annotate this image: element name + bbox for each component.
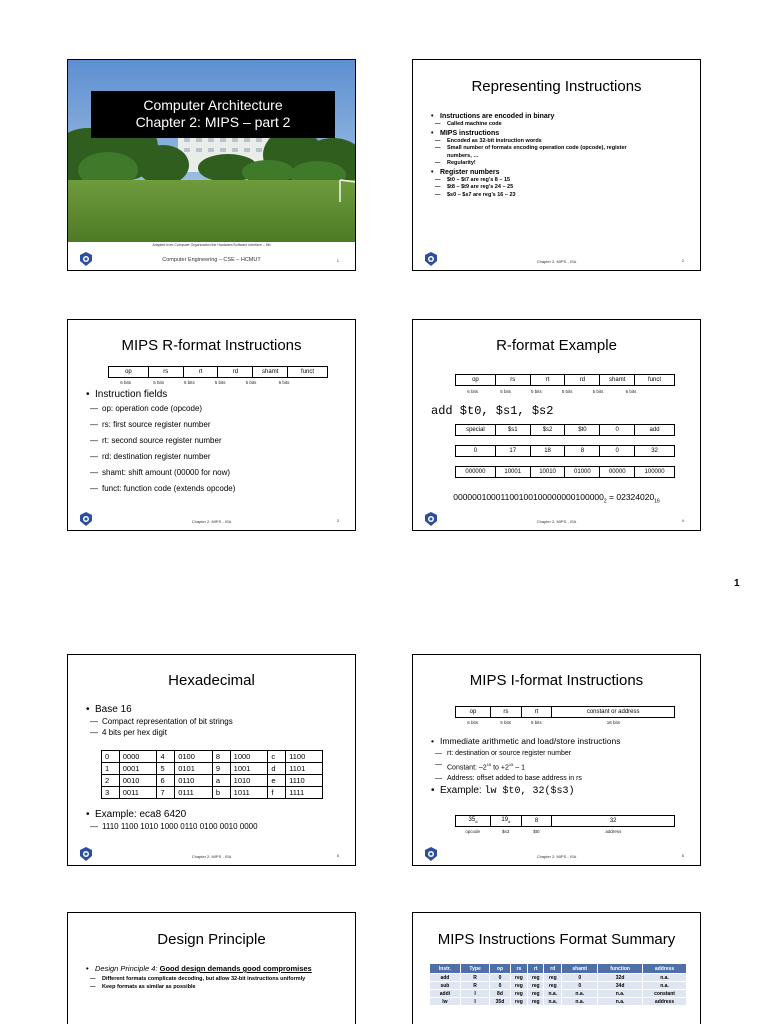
principle-text: Good design demands good compromises <box>159 964 312 973</box>
cell: reg <box>510 982 528 990</box>
col-header: Instr. <box>430 964 461 974</box>
table-header <box>430 964 687 974</box>
sub-item: — rs: first source register number <box>86 417 345 433</box>
bullet-list <box>86 388 345 497</box>
cell: 35d <box>490 998 510 1006</box>
constant-text: to +2 <box>491 764 509 772</box>
cell: 0000 <box>119 751 157 763</box>
field-rs: rs <box>491 707 522 718</box>
cell: reg <box>544 982 562 990</box>
r-format-table <box>455 374 675 386</box>
sub-item: — rt: second source register number <box>86 433 345 449</box>
campus-photo <box>68 60 356 242</box>
table-row <box>430 974 687 982</box>
binary-value: 00000010001100100100000000100000 <box>453 492 604 502</box>
cell: reg <box>544 974 562 982</box>
slide-footer <box>68 508 355 530</box>
footer-text: Chapter 2: MIPS - ISA <box>536 854 577 859</box>
field-op: op <box>109 367 149 378</box>
table-row <box>430 990 687 998</box>
i-format-example <box>455 815 675 827</box>
bullet-item: • Base 16 <box>86 703 345 716</box>
cell: $t0 <box>565 425 600 436</box>
cell: add <box>430 974 461 982</box>
cell: n.a. <box>544 990 562 998</box>
cell <box>491 816 522 827</box>
cell: 00000 <box>600 467 635 478</box>
cell: 0 <box>562 974 598 982</box>
table-row <box>430 998 687 1006</box>
sub-item: — funct: function code (extends opcode) <box>86 481 345 497</box>
binary-result <box>413 492 700 505</box>
cell: 6 <box>157 775 175 787</box>
example-symbol-row <box>455 424 675 436</box>
table-row <box>102 775 323 787</box>
slide-6 <box>412 654 701 866</box>
example-labels <box>455 829 675 834</box>
cell: 1100 <box>286 751 323 763</box>
slide-title: R-format Example <box>496 337 617 354</box>
cell: 0010 <box>119 775 157 787</box>
field-op: op <box>456 707 491 718</box>
cell: 10001 <box>495 467 530 478</box>
bullet-item: • Instruction fields <box>86 388 345 401</box>
field-rt: rt <box>530 375 565 386</box>
field-funct: funct <box>288 367 328 378</box>
cell: 1011 <box>230 787 268 799</box>
cell: n.a. <box>643 982 687 990</box>
field-rt: rt <box>183 367 218 378</box>
cell: address <box>643 998 687 1006</box>
sub-item: — op: operation code (opcode) <box>86 401 345 417</box>
cell-value: 35 <box>468 817 476 824</box>
slide-8 <box>412 912 701 1024</box>
cell: 000000 <box>456 467 496 478</box>
cell: 1 <box>102 763 120 775</box>
cell: 32d <box>598 974 643 982</box>
bullet-item: • Example: eca8 6420 <box>86 808 345 821</box>
bit-label: 5 bits <box>153 380 164 385</box>
bit-label: 5 bits <box>500 389 511 394</box>
sub-item: — $t8 – $t9 are reg’s 24 – 25 <box>431 184 690 192</box>
field-constant: constant or address <box>552 707 675 718</box>
field-rs: rs <box>495 375 530 386</box>
cell: 0 <box>456 446 496 457</box>
field-funct: funct <box>635 375 675 386</box>
cell: c <box>268 751 286 763</box>
bullet-item: • Immediate arithmetic and load/store instructions <box>431 735 690 748</box>
slide-footer <box>68 843 355 865</box>
constant-text: Constant: –2 <box>447 764 487 772</box>
slide-number: 4 <box>681 518 684 523</box>
slide-number: 5 <box>336 853 339 858</box>
col-header: rt <box>528 964 544 974</box>
bit-label: 16 bits <box>606 720 620 725</box>
cell: 100000 <box>635 467 675 478</box>
col-header: function <box>598 964 643 974</box>
slide-3 <box>67 319 356 531</box>
cell: 8 <box>212 751 230 763</box>
example-code: lw $t0, 32($s3) <box>484 786 575 798</box>
cell: 0 <box>490 974 510 982</box>
ex-label: opcode <box>465 829 480 834</box>
bit-label: 5 bits <box>561 389 573 394</box>
cell: R <box>460 974 490 982</box>
cell: 1101 <box>286 763 323 775</box>
example-prefix: Example: <box>440 785 485 797</box>
cell: 0001 <box>119 763 157 775</box>
bit-widths <box>455 389 675 394</box>
col-header: shamt <box>562 964 598 974</box>
bullet-list <box>86 963 345 991</box>
cell: f <box>268 787 286 799</box>
slide-footer <box>413 248 700 270</box>
cell: n.a. <box>562 990 598 998</box>
cell: 0 <box>562 982 598 990</box>
slide-footer <box>413 508 700 530</box>
principle-label: Design Principle 4: <box>95 964 160 973</box>
slide-4 <box>412 319 701 531</box>
cell: 0011 <box>119 787 157 799</box>
bit-label: 5 bits <box>500 720 511 725</box>
footer-text: Chapter 2: MIPS - ISA <box>191 519 232 524</box>
col-header: Type <box>460 964 490 974</box>
cell: $s2 <box>530 425 565 436</box>
example-decimal-row <box>455 445 675 457</box>
decimal-sub: d <box>475 819 478 825</box>
cell: 1001 <box>230 763 268 775</box>
i-format-table <box>455 706 675 718</box>
slide-number: 1 <box>336 258 339 263</box>
cell <box>456 816 491 827</box>
bullet-list <box>431 112 690 199</box>
example-binary-row <box>455 466 675 478</box>
slide-2 <box>412 59 701 271</box>
cell: 1110 <box>286 775 323 787</box>
cell: 18 <box>530 446 565 457</box>
cell: n.a. <box>562 998 598 1006</box>
slide-number: 3 <box>336 518 339 523</box>
footer-text: Chapter 2: MIPS - ISA <box>536 519 577 524</box>
slide-title-line2: Chapter 2: MIPS – part 2 <box>135 114 291 130</box>
bit-widths <box>108 380 328 385</box>
cell: 8 <box>565 446 600 457</box>
page-number: 1 <box>734 578 740 589</box>
title-box <box>91 91 335 138</box>
sub-item: — Small number of formats encoding operation code (opcode), register numbers, … <box>431 145 690 160</box>
cell: reg <box>528 974 544 982</box>
cell: 34d <box>598 982 643 990</box>
col-header: rs <box>510 964 528 974</box>
hex-base: 16 <box>654 498 660 505</box>
sub-item: — shamt: shift amount (00000 for now) <box>86 465 345 481</box>
field-rs: rs <box>148 367 183 378</box>
cell: lw <box>430 998 461 1006</box>
cell: 10010 <box>530 467 565 478</box>
cell: e <box>268 775 286 787</box>
cell: n.a. <box>544 998 562 1006</box>
ex-label: $s3 <box>501 829 510 834</box>
bullet-item: • Register numbers <box>431 168 690 177</box>
sub-item: — Encoded as 32-bit instruction words <box>431 138 690 146</box>
decimal-sub: d <box>508 819 511 825</box>
cell: constant <box>643 990 687 998</box>
sub-item: — Address: offset added to base address in rs <box>431 773 690 784</box>
cell: 32 <box>552 816 675 827</box>
cell: reg <box>528 982 544 990</box>
field-shamt: shamt <box>253 367 288 378</box>
cell: 0100 <box>175 751 213 763</box>
cell: 17 <box>495 446 530 457</box>
cell: 5 <box>157 763 175 775</box>
table-row <box>430 982 687 990</box>
sub-item: — Different formats complicate decoding, but allow 32-bit instructions uniformly <box>86 976 345 984</box>
cell: I <box>460 990 490 998</box>
cell: reg <box>510 990 528 998</box>
cell: 0 <box>490 982 510 990</box>
hex-value: = 02324020 <box>606 492 655 502</box>
cell: I <box>460 998 490 1006</box>
bit-label: 6 bits <box>467 389 478 394</box>
cell: 9 <box>212 763 230 775</box>
bit-label: 5 bits <box>214 380 226 385</box>
cell: 32 <box>635 446 675 457</box>
bit-label: 6 bits <box>278 380 290 385</box>
cell: reg <box>528 990 544 998</box>
bullet-item-example <box>431 784 690 798</box>
cell: 0110 <box>175 775 213 787</box>
cell: 01000 <box>565 467 600 478</box>
slide-title: Design Principle <box>157 931 266 948</box>
constant-text: – 1 <box>513 764 526 772</box>
field-rd: rd <box>218 367 253 378</box>
cell: n.a. <box>643 974 687 982</box>
sub-item-constant <box>431 759 690 773</box>
cell: 0101 <box>175 763 213 775</box>
bit-label: 6 bits <box>467 720 478 725</box>
table-row <box>102 763 323 775</box>
cell: 2 <box>102 775 120 787</box>
exponent: 15 <box>508 762 514 767</box>
sub-item: — Regularity! <box>431 160 690 168</box>
exponent: 15 <box>486 762 492 767</box>
cell: 0 <box>600 425 635 436</box>
cell: special <box>456 425 496 436</box>
hex-table <box>101 750 323 799</box>
slide-title: Representing Instructions <box>471 78 642 95</box>
cell: 7 <box>157 787 175 799</box>
sub-item: — rd: destination register number <box>86 449 345 465</box>
cell: reg <box>510 998 528 1006</box>
cell: n.a. <box>598 990 643 998</box>
cell: R <box>460 982 490 990</box>
slide-7 <box>67 912 356 1024</box>
field-rt: rt <box>521 707 552 718</box>
field-op: op <box>456 375 496 386</box>
cell: $s1 <box>495 425 530 436</box>
cell: addi <box>430 990 461 998</box>
cell: n.a. <box>598 998 643 1006</box>
adapted-note: Adapted from Computer Organization the Hardware/Software Interface – 5th <box>152 243 271 247</box>
bit-label: 6 bits <box>625 389 637 394</box>
cell: 1010 <box>230 775 268 787</box>
cell: reg <box>528 998 544 1006</box>
col-header: rd <box>544 964 562 974</box>
bit-label: 5 bits <box>184 380 195 385</box>
sub-item: — rt: destination or source register number <box>431 748 690 759</box>
cell: reg <box>510 974 528 982</box>
cell: 1000 <box>230 751 268 763</box>
sub-item: — Compact representation of bit strings <box>86 716 345 727</box>
bullet-item: • Instructions are encoded in binary <box>431 112 690 121</box>
cell: sub <box>430 982 461 990</box>
bit-widths <box>455 720 675 725</box>
sub-item: — Keep formats as similar as possible <box>86 984 345 992</box>
bullet-list <box>431 735 690 798</box>
field-shamt: shamt <box>600 375 635 386</box>
binary-base: 2 <box>603 498 607 505</box>
cell: 8 <box>521 816 552 827</box>
slide-title: MIPS R-format Instructions <box>121 337 302 354</box>
table-row <box>102 751 323 763</box>
cell: add <box>635 425 675 436</box>
cell: 0 <box>102 751 120 763</box>
field-rd: rd <box>565 375 600 386</box>
slide-5 <box>67 654 356 866</box>
cell: 1111 <box>286 787 323 799</box>
cell: a <box>212 775 230 787</box>
bit-label: 5 bits <box>245 380 257 385</box>
table-row <box>102 787 323 799</box>
slide-title: Hexadecimal <box>168 672 255 689</box>
slide-1 <box>67 59 356 271</box>
bullet-item <box>86 963 345 974</box>
col-header: op <box>490 964 510 974</box>
slide-number: 6 <box>681 853 684 858</box>
slide-title-line1: Computer Architecture <box>143 97 283 113</box>
footer-text: Chapter 2: MIPS - ISA <box>536 259 577 264</box>
cell: 0111 <box>175 787 213 799</box>
ex-label: address <box>605 829 622 834</box>
footer-text: Computer Engineering – CSE – HCMUT <box>162 257 261 263</box>
bit-label: 5 bits <box>531 389 542 394</box>
cell-value: 19 <box>501 817 509 824</box>
code-line: add $t0, $s1, $s2 <box>431 404 554 418</box>
footer-text: Chapter 2: MIPS - ISA <box>191 854 232 859</box>
bullet-item: • MIPS instructions <box>431 129 690 138</box>
format-summary-table <box>429 963 687 1006</box>
cell: d <box>268 763 286 775</box>
slide-number: 2 <box>681 258 684 263</box>
slide-title: MIPS I-format Instructions <box>469 672 644 689</box>
cell: 3 <box>102 787 120 799</box>
r-format-table <box>108 366 328 378</box>
col-header: address <box>643 964 687 974</box>
bullet-list-2 <box>86 808 345 832</box>
cell: b <box>212 787 230 799</box>
slide-title: MIPS Instructions Format Summary <box>437 931 676 948</box>
sub-item: — $t0 – $t7 are reg’s 8 – 15 <box>431 177 690 185</box>
sub-item: — $s0 – $s7 are reg’s 16 – 23 <box>431 192 690 200</box>
bullet-list <box>86 703 345 738</box>
sub-item: — 4 bits per hex digit <box>86 727 345 738</box>
cell: 4 <box>157 751 175 763</box>
ex-label: $t0 <box>533 829 540 834</box>
slide-footer <box>68 248 355 270</box>
sub-item: — 1110 1100 1010 1000 0110 0100 0010 0000 <box>86 821 345 832</box>
bit-label: 5 bits <box>531 720 542 725</box>
cell: 0 <box>600 446 635 457</box>
sub-item: — Called machine code <box>431 121 690 129</box>
slide-footer <box>413 843 700 865</box>
bit-label: 6 bits <box>120 380 131 385</box>
cell: 8d <box>490 990 510 998</box>
bit-label: 5 bits <box>592 389 604 394</box>
